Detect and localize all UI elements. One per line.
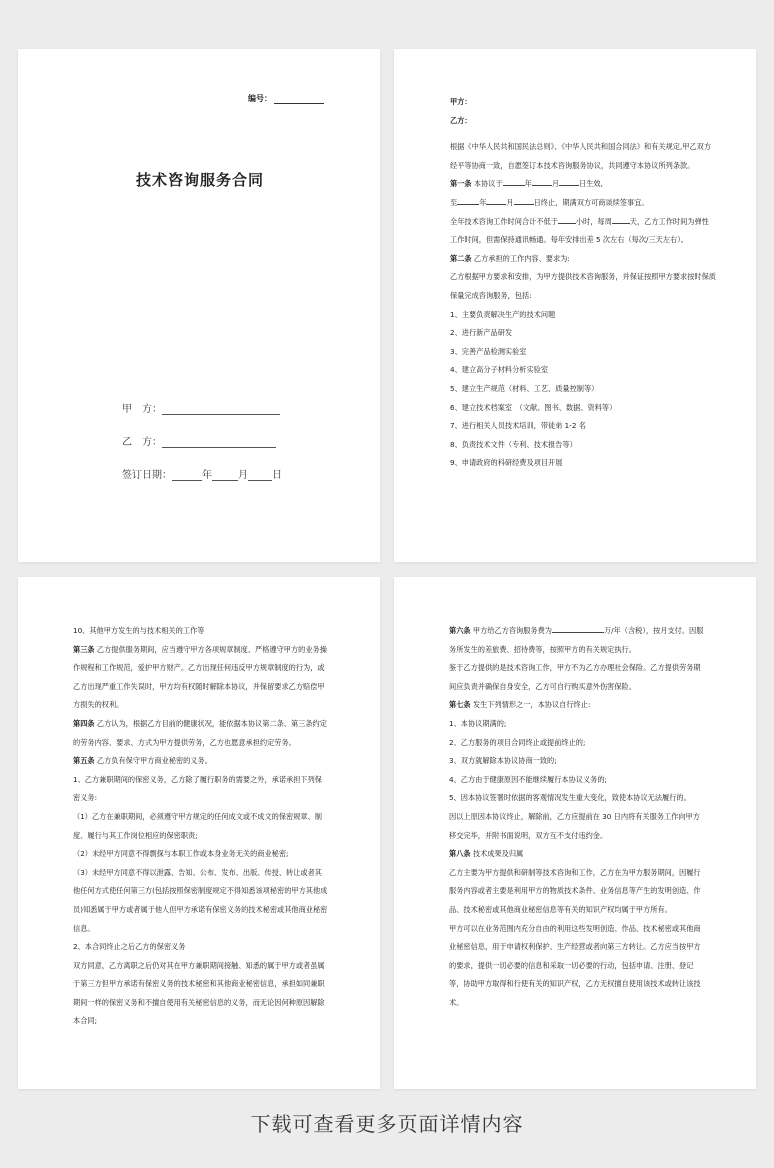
list-item: 4、建立高分子材料分析实验室	[450, 365, 549, 375]
party-a-heading: 甲方：	[450, 97, 472, 106]
sign-date-line	[122, 466, 282, 481]
day-blank	[248, 471, 272, 481]
article-4: 第四条 乙方认为，根据乙方目前的健康状况，能依据本协议第二条、第三条约定的劳务内容、要求、方式为甲方提供劳务，乙方也愿意承担约定劳务。	[73, 718, 327, 747]
contract-page-2	[394, 49, 756, 562]
list-item: 1、本协议期满的;	[449, 718, 507, 728]
party-a-blank	[162, 405, 280, 415]
month-label: 月	[238, 470, 248, 481]
list-item: 8、负责技术文件（专利、技术报告等）	[450, 439, 577, 449]
number-label: 编号：	[248, 94, 272, 103]
number-blank	[274, 95, 324, 104]
party-b-line	[122, 433, 276, 448]
article-2: 第二条 乙方承担的工作内容、要求为:	[450, 253, 570, 263]
page2-body	[450, 93, 716, 473]
party-b-blank	[162, 438, 276, 448]
article-6: 第六条 甲方给乙方咨询服务费为 万/年（含税），按月支付。因服务所发生的差旅费、招待费等，按照甲方的有关规定执行。	[449, 626, 704, 654]
cover-page	[18, 49, 380, 562]
download-caption: 下载可查看更多页面详情内容	[250, 1112, 524, 1136]
article-7: 第七条 发生下列情形之一，本协议自行终止:	[449, 700, 591, 710]
article-6-insurance: 鉴于乙方提供的是技术咨询工作，甲方不为乙方办理社会保险。乙方提供劳务期间应负责并确保自身安全，乙方可自行购买意外伤害保险。	[449, 663, 701, 691]
contract-page-4	[394, 577, 756, 1089]
article-8: 第八条 技术成果及归属	[449, 849, 524, 859]
list-item: 5、建立生产规范（材料、工艺、质量控制等）	[450, 383, 599, 393]
article-1-end: 至 年 月 日终止，期满双方可商谈续签事宜。	[450, 197, 649, 207]
article-1: 第一条 本协议于 年 月 日生效,	[450, 179, 603, 189]
list-item: 9、申请政府的科研经费及项目开展	[450, 458, 563, 468]
contract-title: 技术咨询服务合同	[136, 171, 265, 189]
page3-body	[73, 622, 328, 1031]
contract-page-3	[18, 577, 380, 1089]
article-7-note: 因以上原因本协议终止，解除前，乙方应提前在 30 日内将有关服务工作向甲方移交完毕，并附书面说明，双方互不支付违约金。	[449, 811, 700, 840]
article-8-p1: 乙方主要为甲方提供和研制等技术咨询和工作，乙方在为甲方服务期间，因履行服务内容或者主要是利用甲方的物质技术条件、业务信息等产生的发明创造、作品、技术秘密或其他商业秘密信息等有关的知识产权均属于甲方所有。	[449, 867, 701, 914]
party-b-label: 乙 方：	[122, 437, 162, 448]
confidentiality-1: 1、乙方兼职期间的保密义务，乙方除了履行职务的需要之外，承诺承担下列保密义务:	[73, 774, 322, 803]
year-blank	[172, 471, 202, 481]
year-label: 年	[202, 470, 212, 481]
list-item: 2、进行新产品研发	[450, 328, 513, 338]
sign-date-label: 签订日期：	[122, 470, 172, 481]
list-item: 5、因本协议签署时依据的客观情况发生重大变化，致使本协议无法履行的。	[449, 793, 691, 803]
list-item: 1、主要负责解决生产的技术问题	[450, 309, 556, 319]
article-8-p2: 甲方可以在业务范围内充分自由的利用这些发明创造、作品、技术秘密或其他商业秘密信息，用于申请权利保护、生产经营或者向第三方转让。乙方应当按甲方的要求，提供一切必要的信息和采取一切必要的行动，包括申请、注册、登记等，协助甲方取得和行使有关的知识产权，乙方无权擅自使用该技术或转让该技术。	[449, 923, 701, 1007]
page4-body	[449, 622, 704, 1012]
list-item: 4、乙方由于健康原因不能继续履行本协议义务的;	[449, 774, 607, 784]
month-blank	[212, 471, 238, 481]
party-a-label: 甲 方：	[122, 404, 162, 415]
list-item: 7、进行相关人员技术培训，带徒弟 1-2 名	[450, 421, 586, 431]
article-5: 第五条 乙方负有保守甲方商业秘密的义务。	[73, 756, 212, 766]
list-item: 3、完善产品检测实验室	[450, 346, 527, 356]
confidentiality-1b: （2）未经甲方同意不得剽探与本职工作或本身业务无关的商业秘密;	[73, 849, 289, 859]
list-item: 6、建立技术档案室 （文献、图书、数据、资料等）	[450, 402, 617, 412]
party-b-heading: 乙方：	[450, 115, 472, 125]
work-hours: 全年技术咨询工作时间合计不低于 小时，每周 天，乙方工作时间为弹性工作时间，但需保持通讯畅通。每年安排出差 5 次左右（每次/三天左右）。	[450, 216, 709, 245]
list-item: 2、乙方服务的项目合同终止或提前终止的;	[449, 737, 586, 747]
confidentiality-2a: 双方同意，乙方离职之后仍对其在甲方兼职期间接触、知悉的属于甲方或者虽属于第三方但甲方承诺有保密义务的技术秘密和其他商业秘密信息，承担如同兼职期间一样的保密义务和不擅自使用有关秘密信息的义务，而无论因何种原因解除本合同;	[73, 960, 325, 1026]
confidentiality-2: 2、本合同终止之后乙方的保密义务	[73, 942, 186, 952]
intro-paragraph: 根据《中华人民共和国民法总则》、《中华人民共和国合同法》和有关规定,甲乙双方经平等协商一致，自愿签订本技术咨询服务协议，共同遵守本协议所列条款。	[450, 142, 712, 170]
article-2-desc: 乙方根据甲方要求和安排，为甲方提供技术咨询服务，并保证按照甲方要求按时保质保量完成咨询服务，包括:	[450, 272, 716, 300]
article-3: 第三条 乙方提供服务期间，应当遵守甲方各项规章制度、严格遵守甲方的业务操作规程和工作规范，爱护甲方财产。乙方出现任何违反甲方规章制度的行为，或乙方出现严重工作失误时，甲方均有权随时解除本协议，并保留要求乙方赔偿甲方损失的权利。	[73, 644, 327, 710]
contract-number	[248, 93, 324, 104]
confidentiality-1a: （1）乙方在兼职期间，必须遵守甲方规定的任何成文或不成文的保密规章、制度、履行与其工作岗位相应的保密职责;	[73, 811, 322, 840]
list-item: 3、双方就解除本协议协商一致的;	[449, 756, 557, 766]
party-a-line	[122, 400, 280, 415]
item-10: 10、其他甲方发生的与技术相关的工作等	[73, 626, 205, 635]
day-label: 日	[272, 470, 282, 481]
confidentiality-1c: （3）未经甲方同意不得以泄露、告知、公布、发布、出版、传授、转让或者其他任何方式使任何第三方(包括按照保密制度规定不得知悉该项秘密的甲方其他成员)知悉属于甲方或者属于他人但甲方承诺有保密义务的技术秘密或其他商业秘密信息。	[73, 867, 328, 933]
